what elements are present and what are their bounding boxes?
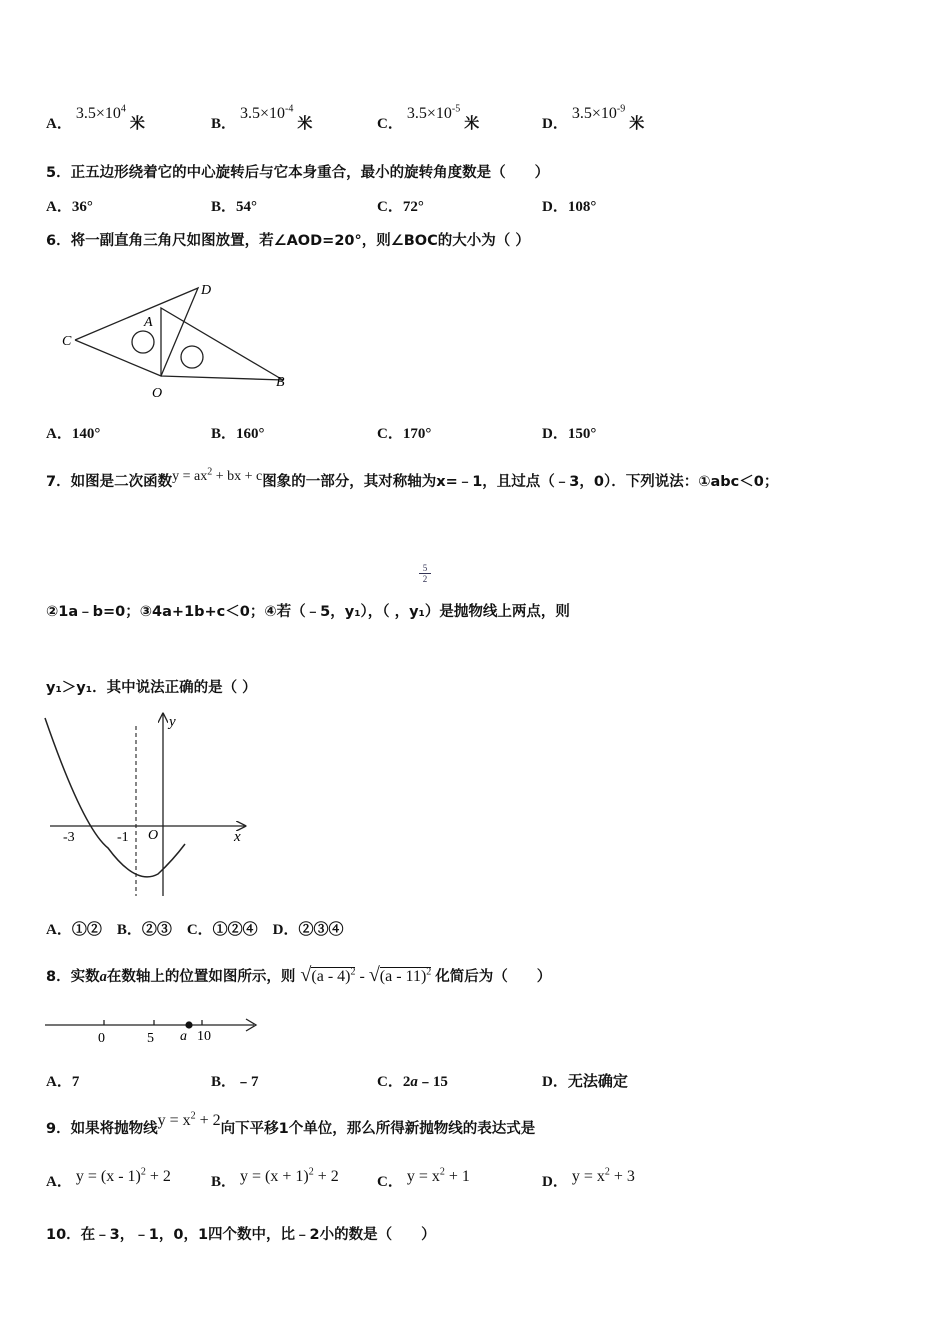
q6-triangle-cdo [75, 288, 198, 376]
q6-option-b[interactable]: B．160° [211, 426, 265, 442]
q8-var-a: a [99, 969, 107, 985]
q7-options[interactable]: A．①② B．②③ C．①②④ D．②③④ [46, 922, 344, 938]
q9-option-b[interactable]: B． $y = (x + 1)^2 + 2$ [211, 1166, 339, 1190]
q4-option-a-unit: 米 [129, 114, 145, 132]
q6-label-a: A [144, 315, 153, 330]
q7-origin-label: O [148, 828, 159, 843]
q7-parabola-graph [40, 708, 260, 903]
q5-option-b[interactable]: B．54° [211, 199, 258, 215]
q7-stem-line2: ②1a﹣b=0；③4a+1b+c＜0；④若（﹣5，y₁），（ ，y₁）是抛物线上两点，则 [46, 604, 570, 620]
q9-option-a-formula: y = (x - 1)$^2$ + 2 [75, 1166, 171, 1185]
q4-option-b-letter: B． [211, 116, 237, 132]
q4-option-d-value: $3.5\times 10^{-9}$ [571, 103, 626, 122]
q4-option-b-value: $3.5\times 10^{-4}$ [240, 103, 294, 122]
q7-parabola-curve [45, 718, 185, 877]
q7-x-label: x [234, 829, 241, 845]
q4-option-c-letter: C． [377, 116, 403, 132]
q5-stem: 5．正五边形绕着它的中心旋转后与它本身重合，最小的旋转角度数是（ ） [46, 165, 550, 181]
q8-label-0: 0 [98, 1031, 105, 1046]
q5-option-d[interactable]: D．108° [542, 199, 597, 215]
q8-option-d[interactable]: D．无法确定 [542, 1074, 628, 1090]
q6-label-c: C [62, 334, 72, 349]
q7-frac-num: 5 [422, 563, 428, 573]
q8-expression: √(a - 4)$^2$ - √(a - 11)$^2$ [300, 964, 432, 986]
q6-stem: 6．将一副直角三角尺如图放置，若∠AOD=20°，则∠BOC的大小为（ ） [46, 233, 530, 249]
q7-y-label: y [169, 714, 176, 730]
q4-option-b-unit: 米 [297, 114, 313, 132]
q9-option-c-formula: $y = x^2 + 1$ [406, 1166, 470, 1185]
q6-label-d: D [201, 283, 212, 298]
q9-formula: $y = x^2 + 2$ [157, 1110, 221, 1129]
q6-option-d[interactable]: D．150° [542, 426, 597, 442]
q7-formula: $y = ax^2$ + bx + c [172, 466, 263, 484]
q8-option-c[interactable]: C．2a﹣15 [377, 1074, 448, 1090]
q6-hole-right [181, 346, 203, 368]
q6-triangle-figure [60, 272, 300, 402]
q4-option-a-value: $3.5\times 10^4$ [75, 103, 126, 122]
q8-option-a[interactable]: A．7 [46, 1074, 80, 1090]
q7-stem-line1 [46, 466, 779, 491]
q8-label-5: 5 [147, 1031, 154, 1046]
q6-hole-left [132, 331, 154, 353]
q6-option-a[interactable]: A．140° [46, 426, 101, 442]
q4-option-c[interactable] [377, 103, 480, 133]
q4-option-d[interactable] [542, 103, 645, 133]
q4-option-c-value: $3.5\times 10^{-5}$ [406, 103, 461, 122]
q9-stem: 9．如果将抛物线$y = x^2 + 2$向下平移1个单位，那么所得新抛物线的表达式是 [46, 1110, 536, 1137]
q6-label-b: B [276, 375, 285, 390]
q6-option-c[interactable]: C．170° [377, 426, 432, 442]
q9-option-c[interactable]: C． $y = x^2 + 1$ [377, 1166, 470, 1190]
q7-suffix: 图象的一部分，其对称轴为x=﹣1，且过点（﹣3，0）．下列说法：①abc＜0； [262, 474, 779, 490]
q7-stem-line3: y₁＞y₁．其中说法正确的是（ ） [46, 680, 257, 696]
q8-label-a: a [180, 1029, 187, 1044]
q8-point-a [185, 1021, 192, 1028]
q7-frac-den: 2 [419, 573, 431, 584]
q9-option-d-formula: $y = x^2 + 3$ [571, 1166, 635, 1185]
q7-prefix: 7．如图是二次函数 [46, 474, 173, 490]
q5-option-c[interactable]: C．72° [377, 199, 424, 215]
q7-fraction [419, 563, 431, 584]
q4-option-d-letter: D． [542, 116, 568, 132]
q6-triangle-aob [161, 308, 283, 380]
q7-tick-minus1: -1 [117, 830, 129, 845]
q4-option-b[interactable] [211, 103, 313, 133]
q10-stem: 10．在﹣3，﹣1，0，1四个数中，比﹣2小的数是（ ） [46, 1227, 436, 1243]
q4-option-d-unit: 米 [629, 114, 645, 132]
q8-option-b[interactable]: B．﹣7 [211, 1074, 259, 1090]
q5-option-a[interactable]: A．36° [46, 199, 93, 215]
q8-stem: 8．实数a在数轴上的位置如图所示，则 √(a - 4)$^2$ - √(a - 11)$^2$ 化简后为（ ） [46, 964, 552, 986]
q4-option-a-letter: A． [46, 116, 72, 132]
q9-option-a[interactable]: A． y = (x - 1)$^2$ + 2 [46, 1166, 171, 1190]
q8-number-line [40, 1012, 270, 1047]
q7-tick-minus3: -3 [63, 830, 75, 845]
q6-label-o: O [152, 386, 163, 401]
q9-option-d[interactable]: D． $y = x^2 + 3$ [542, 1166, 635, 1190]
q4-option-a[interactable] [46, 103, 145, 133]
q9-option-b-formula: $y = (x + 1)^2 + 2$ [240, 1166, 339, 1185]
q4-option-c-unit: 米 [464, 114, 480, 132]
q8-label-10: 10 [197, 1029, 211, 1044]
